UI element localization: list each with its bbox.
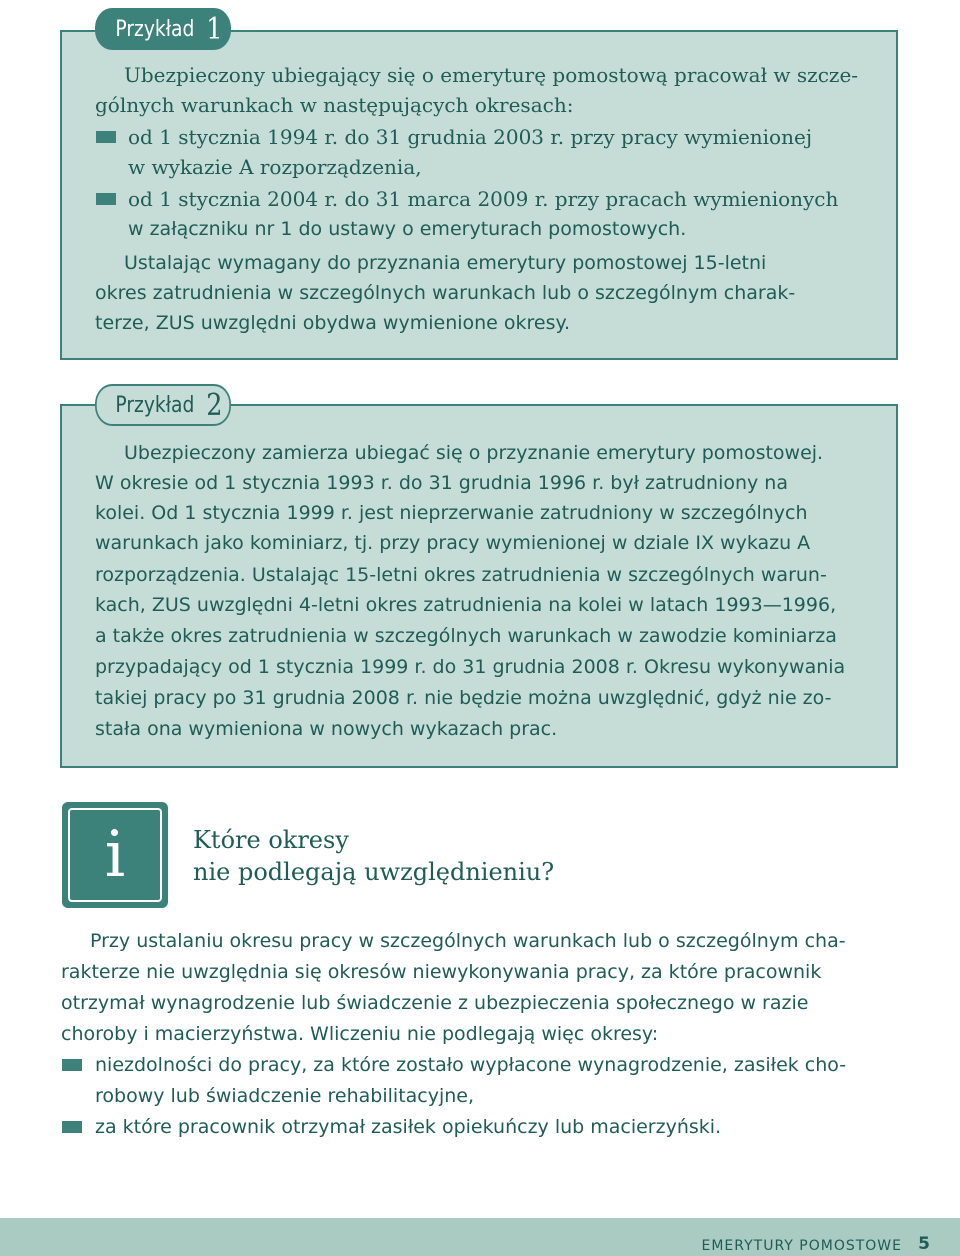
example-2-line: rozporządzenia. Ustalając 15-letni okres zatrudnienia w szczególnych warun-: [95, 564, 827, 586]
example-1-number: 1: [206, 11, 223, 47]
bullet-icon: [96, 131, 116, 143]
info-icon: [62, 802, 168, 908]
example-1-line: od 1 stycznia 2004 r. do 31 marca 2009 r. przy pracach wymienionych: [128, 187, 839, 211]
example-1-line: w załączniku nr 1 do ustawy o emeryturach pomostowych.: [128, 218, 687, 240]
example-2-line: Ubezpieczony zamierza ubiegać się o przyznanie emerytury pomostowej.: [124, 442, 824, 464]
footer-title: EMERYTURY POMOSTOWE: [701, 1238, 902, 1254]
example-2-line: kolei. Od 1 stycznia 1999 r. jest nieprzerwanie zatrudniony w szczególnych: [95, 502, 808, 524]
info-line: robowy lub świadczenie rehabilitacyjne,: [95, 1085, 475, 1107]
example-2-label: [95, 384, 231, 426]
example-2-line: warunkach jako kominiarz, tj. przy pracy wymienionej w dziale IX wykazu A: [95, 532, 811, 554]
info-heading-line-1: Które okresy: [193, 826, 349, 854]
example-1-label: [95, 8, 231, 50]
example-2-line: stała ona wymieniona w nowych wykazach prac.: [95, 718, 558, 740]
example-2-line: a także okres zatrudnienia w szczególnych warunkach w zawodzie kominiarza: [95, 625, 837, 647]
info-line: niezdolności do pracy, za które zostało wypłacone wynagrodzenie, zasiłek cho-: [95, 1054, 847, 1076]
info-line: za które pracownik otrzymał zasiłek opiekuńczy lub macierzyński.: [95, 1116, 722, 1138]
example-2-line: przypadający od 1 stycznia 1999 r. do 31 grudnia 2008 r. Okresu wykonywania: [95, 656, 846, 678]
example-2-number: 2: [206, 387, 223, 423]
example-1-line: terze, ZUS uwzględni obydwa wymienione okresy.: [95, 312, 571, 334]
example-1-line: od 1 stycznia 1994 r. do 31 grudnia 2003 r. przy pracy wymienionej: [128, 125, 813, 149]
example-2-line: W okresie od 1 stycznia 1993 r. do 31 grudnia 1996 r. był zatrudniony na: [95, 472, 788, 494]
example-1-line: Ustalając wymagany do przyznania emerytury pomostowej 15-letni: [124, 252, 767, 274]
info-line: otrzymał wynagrodzenie lub świadczenie z ubezpieczenia społecznego w razie: [61, 992, 809, 1014]
info-heading-line-2: nie podlegają uwzględnieniu?: [193, 858, 555, 886]
bullet-icon: [62, 1121, 82, 1133]
example-2-line: kach, ZUS uwzględni 4-letni okres zatrudnienia na kolei w latach 1993—1996,: [95, 594, 837, 616]
bullet-icon: [96, 193, 116, 205]
info-line: Przy ustalaniu okresu pracy w szczególnych warunkach lub o szczególnym cha-: [90, 930, 846, 952]
info-line: rakterze nie uwzględnia się okresów niewykonywania pracy, za które pracownik: [61, 961, 822, 983]
example-1-line: gólnych warunkach w następujących okresach:: [95, 93, 574, 117]
example-1-line: Ubezpieczony ubiegający się o emeryturę pomostową pracował w szcze-: [124, 63, 859, 87]
example-2-line: takiej pracy po 31 grudnia 2008 r. nie będzie można uwzględnić, gdyż nie zo-: [95, 687, 832, 709]
example-2-label-text: Przykład: [115, 392, 195, 418]
info-icon-letter: i: [68, 808, 162, 902]
info-line: choroby i macierzyństwa. Wliczeniu nie podlegają więc okresy:: [61, 1023, 659, 1045]
bullet-icon: [62, 1059, 82, 1071]
page-number: 5: [918, 1234, 930, 1254]
example-1-line: okres zatrudnienia w szczególnych warunkach lub o szczególnym charak-: [95, 282, 796, 304]
example-1-label-text: Przykład: [115, 16, 195, 42]
example-1-line: w wykazie A rozporządzenia,: [128, 155, 422, 179]
